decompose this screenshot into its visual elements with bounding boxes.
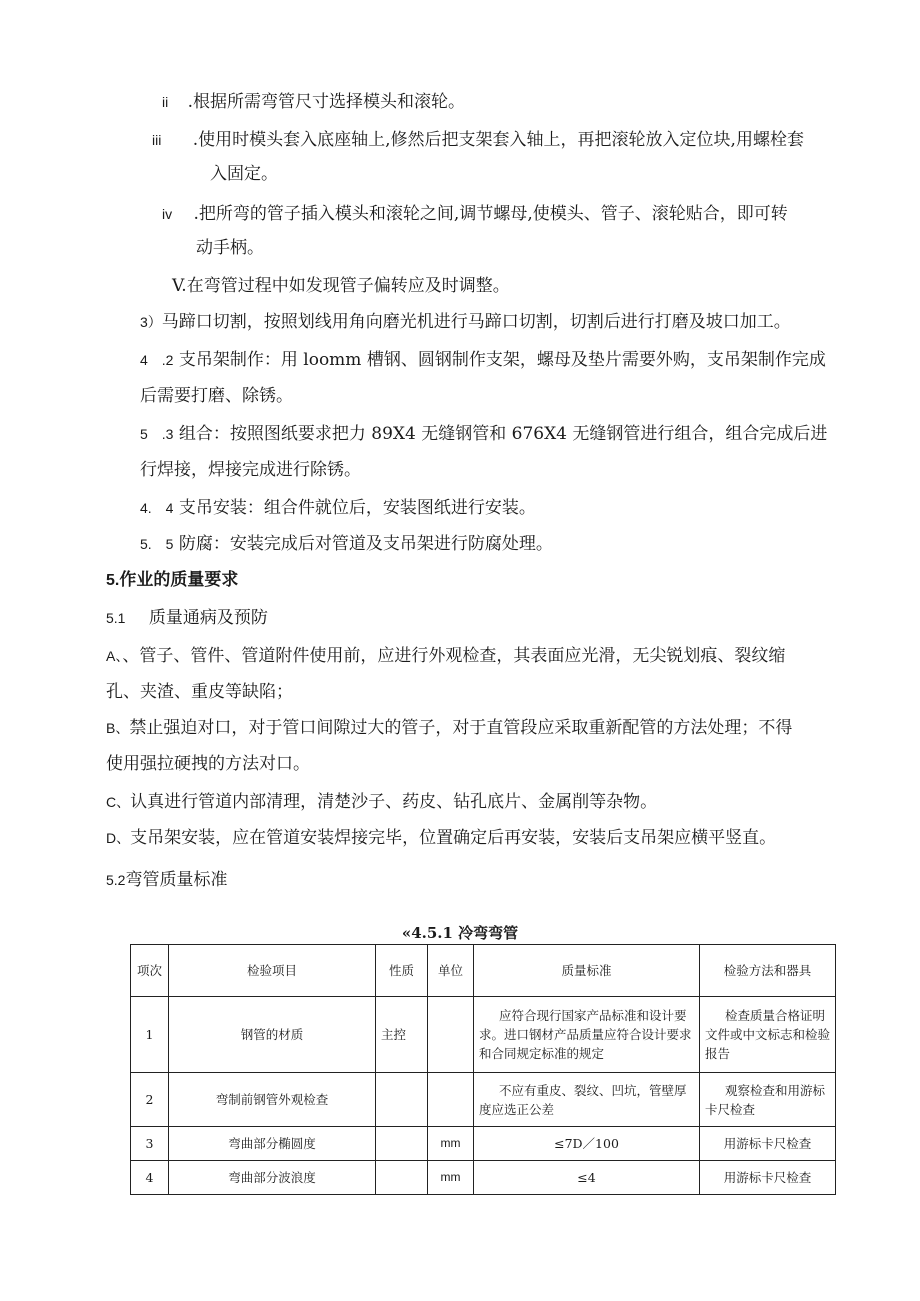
step-ii bbox=[162, 92, 465, 112]
item-label: D、 bbox=[106, 830, 131, 846]
section-5-2-heading bbox=[106, 870, 227, 890]
para-text: 防腐：安装完成后对管道及支吊架进行防腐处理。 bbox=[178, 534, 553, 554]
item-text: 认真进行管道内部清理，清楚沙子、药皮、钻孔底片、金属削等杂物。 bbox=[130, 792, 658, 812]
section-title: 弯管质量标准 bbox=[125, 870, 228, 890]
para-4-4 bbox=[140, 498, 536, 518]
step-text: .把所弯的管子插入模头和滚轮之间,调节螺母,使模头、管子、滚轮贴合，即可转 bbox=[193, 204, 788, 224]
para-5-5 bbox=[140, 534, 553, 554]
item-b bbox=[106, 718, 792, 738]
item-label: C、 bbox=[106, 794, 131, 810]
row-unit: mm bbox=[428, 1127, 474, 1161]
para-text: 马蹄口切割，按照划线用角向磨光机进行马蹄口切割，切割后进行打磨及坡口加工。 bbox=[161, 312, 791, 332]
row-no: 4 bbox=[131, 1161, 169, 1195]
table-row bbox=[131, 1127, 836, 1161]
header-item: 检验项目 bbox=[169, 945, 376, 997]
table-row bbox=[131, 1073, 836, 1127]
item-a-continued: 孔、夹渣、重皮等缺陷； bbox=[106, 682, 293, 702]
para-number: 3） bbox=[140, 314, 162, 330]
section-title: 质量通病及预防 bbox=[148, 608, 268, 628]
item-a bbox=[106, 646, 785, 666]
row-item: 弯曲部分椭圆度 bbox=[169, 1127, 376, 1161]
item-text: 、管子、管件、管道附件使用前，应进行外观检查，其表面应光滑，无尖锐划痕、裂纹缩 bbox=[122, 646, 786, 666]
section-number: 5. bbox=[106, 572, 120, 589]
row-nature bbox=[376, 1127, 428, 1161]
section-title: 作业的质量要求 bbox=[119, 570, 239, 590]
para-number: 5 .3 bbox=[140, 426, 174, 442]
para-5-3 bbox=[140, 424, 827, 444]
step-text: .使用时模头套入底座轴上,修然后把支架套入轴上，再把滚轮放入定位块,用螺栓套 bbox=[192, 130, 804, 150]
para-4-2 bbox=[140, 350, 826, 370]
row-nature bbox=[376, 1073, 428, 1127]
para-number: 5. 5 bbox=[140, 536, 174, 552]
para-3 bbox=[140, 312, 791, 332]
table-row bbox=[131, 1161, 836, 1195]
step-text: .根据所需弯管尺寸选择模头和滚轮。 bbox=[187, 92, 466, 112]
header-nature: 性质 bbox=[376, 945, 428, 997]
para-text: 支吊安装：组合件就位后，安装图纸进行安装。 bbox=[178, 498, 536, 518]
step-marker: iii bbox=[152, 132, 162, 148]
para-number: 4. 4 bbox=[140, 500, 174, 516]
step-iii-continued: 入固定。 bbox=[210, 164, 278, 184]
table-header-row bbox=[131, 945, 836, 997]
row-unit bbox=[428, 997, 474, 1073]
section-number: 5.1 bbox=[106, 610, 126, 626]
table-row bbox=[131, 997, 836, 1073]
row-item: 弯曲部分波浪度 bbox=[169, 1161, 376, 1195]
item-d bbox=[106, 828, 776, 848]
header-standard: 质量标准 bbox=[474, 945, 700, 997]
row-standard: ≤7D／100 bbox=[474, 1127, 700, 1161]
row-method: 用游标卡尺检查 bbox=[700, 1127, 836, 1161]
row-method: 检查质量合格证明文件或中文标志和检验报告 bbox=[700, 997, 836, 1073]
row-standard: 不应有重皮、裂纹、凹坑，管壁厚度应选正公差 bbox=[474, 1073, 700, 1127]
item-text: 支吊架安装，应在管道安装焊接完毕，位置确定后再安装，安装后支吊架应横平竖直。 bbox=[130, 828, 777, 848]
row-no: 1 bbox=[131, 997, 169, 1073]
para-number: 4 .2 bbox=[140, 352, 174, 368]
row-standard: 应符合现行国家产品标准和设计要求。进口钢材产品质量应符合设计要求和合同规定标准的规定 bbox=[474, 997, 700, 1073]
row-unit: mm bbox=[428, 1161, 474, 1195]
table-caption: «4.5.1 冷弯弯管 bbox=[401, 924, 519, 942]
header-no: 项次 bbox=[131, 945, 169, 997]
row-standard: ≤4 bbox=[474, 1161, 700, 1195]
row-method: 用游标卡尺检查 bbox=[700, 1161, 836, 1195]
para-5-3-continued: 行焊接，焊接完成进行除锈。 bbox=[140, 460, 361, 480]
row-nature: 主控 bbox=[376, 997, 428, 1073]
step-marker: iv bbox=[162, 206, 173, 222]
row-nature bbox=[376, 1161, 428, 1195]
section-5-1-heading bbox=[106, 608, 268, 628]
header-method: 检验方法和器具 bbox=[700, 945, 836, 997]
row-unit bbox=[428, 1073, 474, 1127]
section-number: 5.2 bbox=[106, 872, 126, 888]
step-iv bbox=[162, 204, 788, 224]
item-label: A、 bbox=[106, 648, 123, 664]
item-b-continued: 使用强拉硬拽的方法对口。 bbox=[106, 754, 310, 774]
row-item: 钢管的材质 bbox=[169, 997, 376, 1073]
step-marker: ii bbox=[162, 94, 169, 110]
item-label: B、 bbox=[106, 720, 130, 736]
para-4-2-continued: 后需要打磨、除锈。 bbox=[140, 386, 293, 406]
header-unit: 单位 bbox=[428, 945, 474, 997]
row-no: 3 bbox=[131, 1127, 169, 1161]
row-method: 观察检查和用游标卡尺检查 bbox=[700, 1073, 836, 1127]
item-c bbox=[106, 792, 657, 812]
row-no: 2 bbox=[131, 1073, 169, 1127]
step-v: V.在弯管过程中如发现管子偏转应及时调整。 bbox=[172, 276, 510, 296]
quality-standard-table bbox=[130, 944, 836, 1195]
para-text: 支吊架制作：用 loomm 槽钢、圆钢制作支架，螺母及垫片需要外购，支吊架制作完成 bbox=[178, 350, 826, 370]
step-iii bbox=[152, 130, 804, 150]
para-text: 组合：按照图纸要求把力 89X4 无缝钢管和 676X4 无缝钢管进行组合，组合完成后进 bbox=[178, 424, 828, 444]
section-5-heading bbox=[106, 570, 238, 591]
item-text: 禁止强迫对口，对于管口间隙过大的管子，对于直管段应采取重新配管的方法处理；不得 bbox=[129, 718, 793, 738]
step-iv-continued: 动手柄。 bbox=[196, 238, 264, 258]
row-item: 弯制前钢管外观检查 bbox=[169, 1073, 376, 1127]
